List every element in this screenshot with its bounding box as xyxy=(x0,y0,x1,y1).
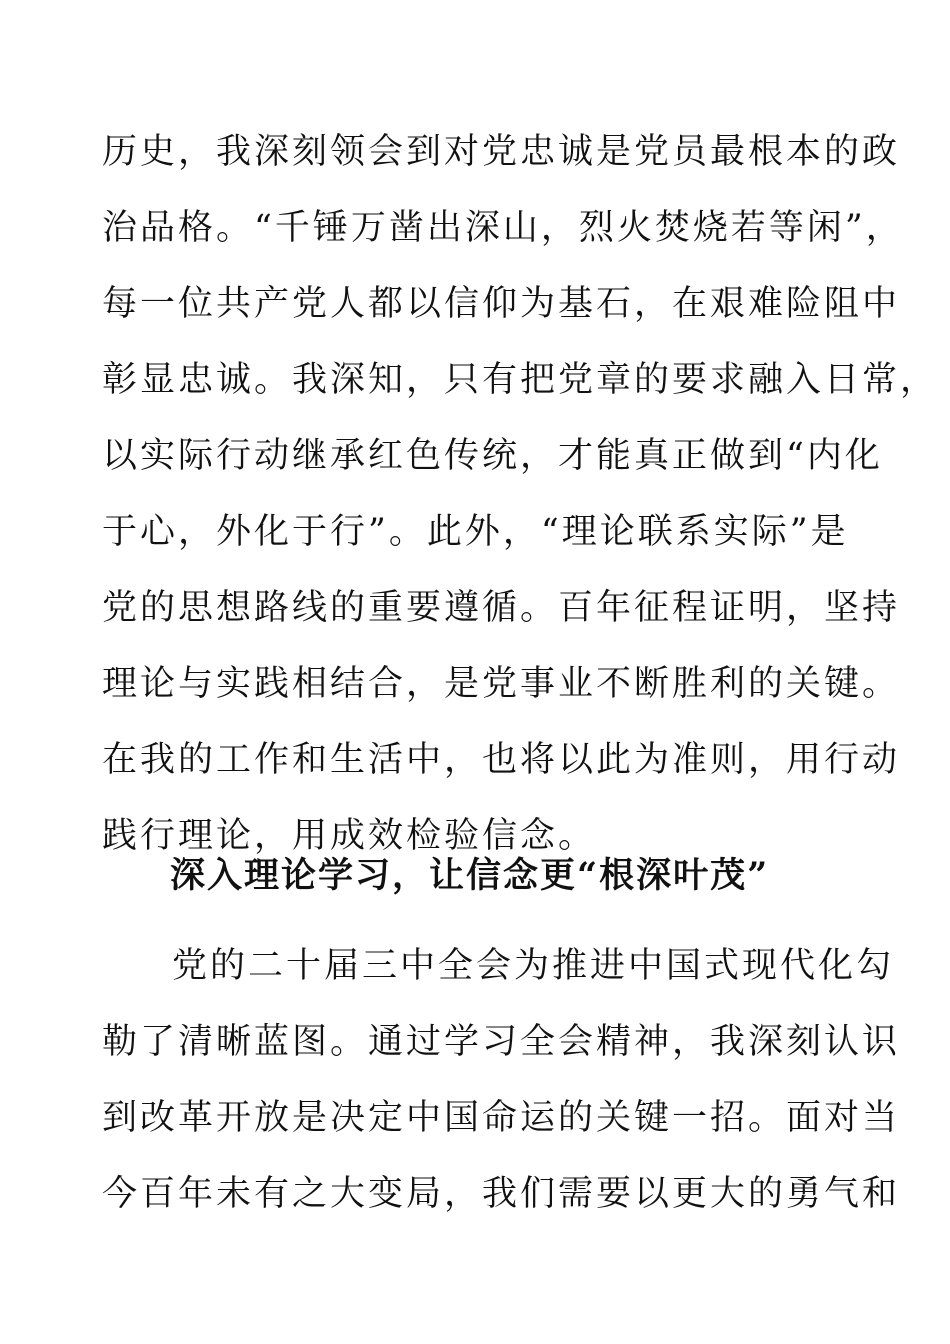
text-line: 践行理论，用成效检验信念。 xyxy=(102,816,597,856)
paragraph-2 xyxy=(102,928,901,1232)
text-line: 理论与实践相结合，是党事业不断胜利的关键。 xyxy=(102,664,901,704)
text-line: 历史，我深刻领会到对党忠诚是党员最根本的政 xyxy=(102,132,901,172)
text-line: 在我的工作和生活中，也将以此为准则，用行动 xyxy=(102,740,901,780)
text-line: 勒了清晰蓝图。通过学习全会精神，我深刻认识 xyxy=(102,1022,901,1062)
text-line: 治品格。“千锤万凿出深山，烈火焚烧若等闲”， xyxy=(102,208,904,248)
text-line: 以实际行动继承红色传统，才能真正做到“内化 xyxy=(102,436,883,476)
text-line: 彰显忠诚。我深知，只有把党章的要求融入日常， xyxy=(102,360,939,400)
text-line: 今百年未有之大变局，我们需要以更大的勇气和 xyxy=(102,1174,901,1214)
section-heading: 深入理论学习，让信念更“根深叶茂” xyxy=(170,855,770,896)
paragraph-1 xyxy=(102,114,939,874)
text-line: 于心，外化于行”。此外，“理论联系实际”是 xyxy=(102,512,849,552)
text-line: 每一位共产党人都以信仰为基石，在艰难险阻中 xyxy=(102,284,901,324)
text-line: 党的思想路线的重要遵循。百年征程证明，坚持 xyxy=(102,588,901,628)
text-line: 到改革开放是决定中国命运的关键一招。面对当 xyxy=(102,1098,901,1138)
text-line: 党的二十届三中全会为推进中国式现代化勾 xyxy=(172,946,895,986)
